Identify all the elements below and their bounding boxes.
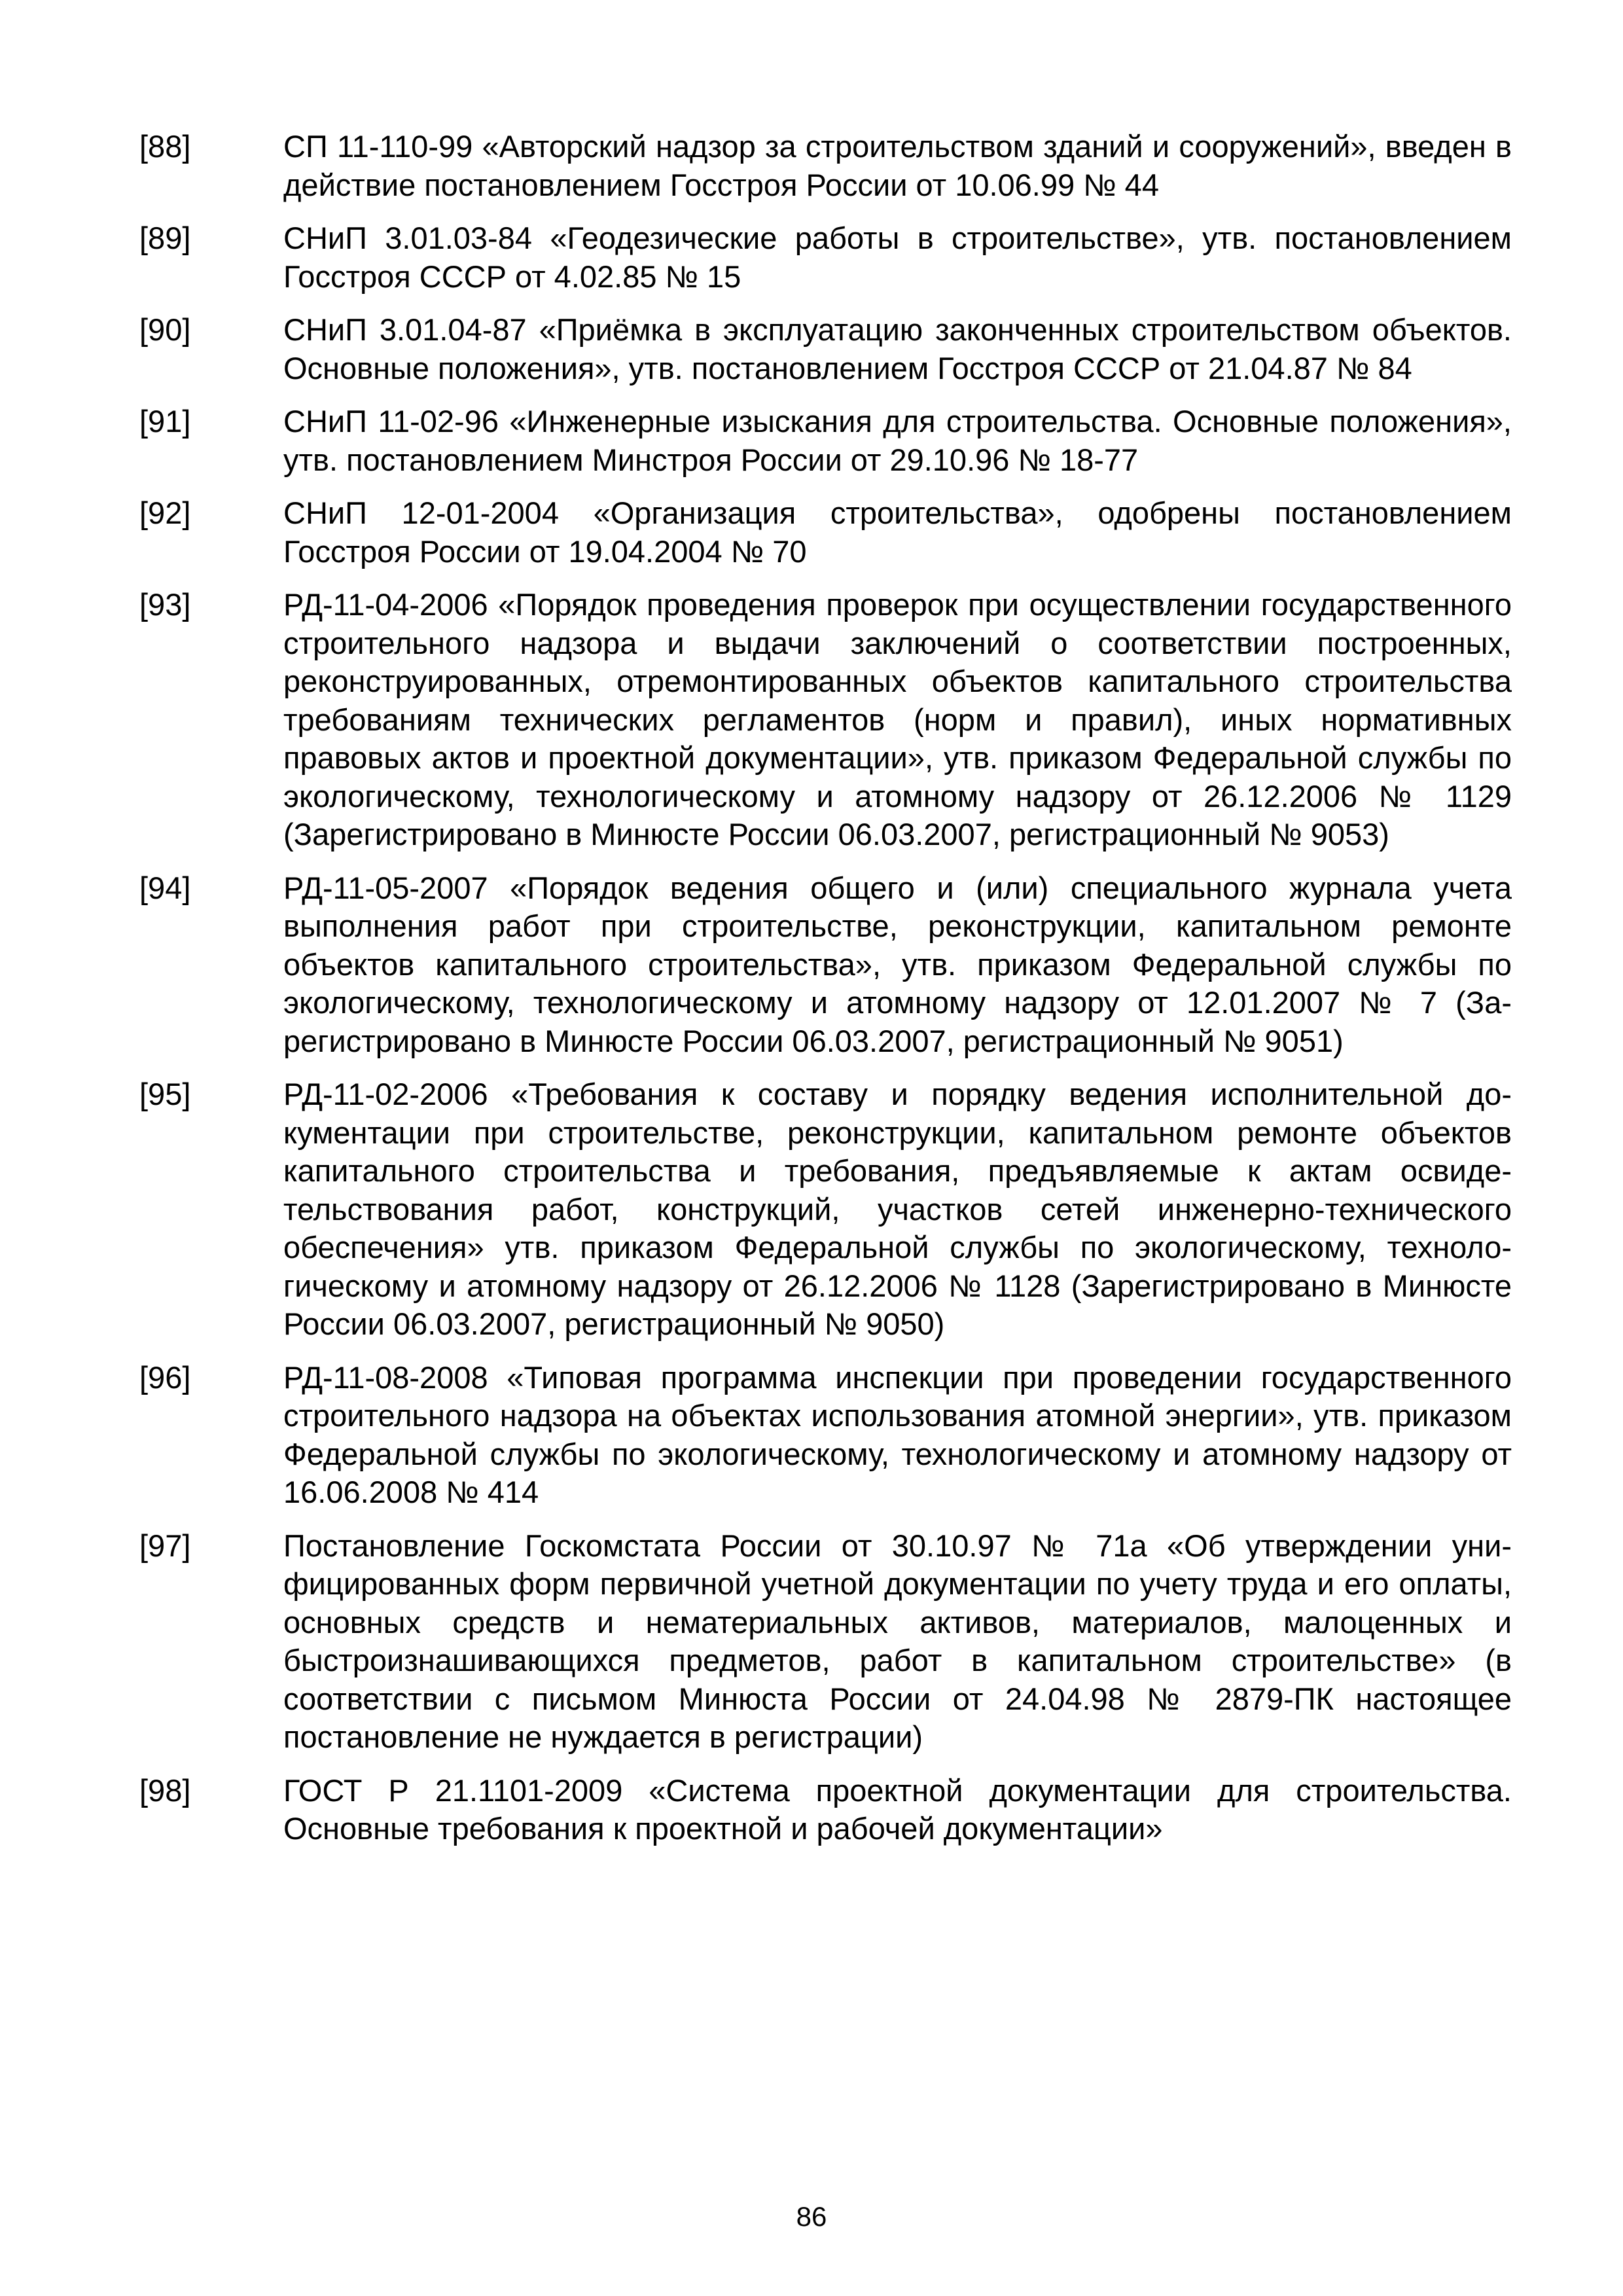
reference-entry-94 [139,869,1512,1061]
reference-entry-95 [139,1075,1512,1344]
reference-text: РД-11-04-2006 «Порядок проведения проверок при осуществлении государственного строительного надзора и выдачи заключений о соответствии построенных, реконструированных, отремонтированных объектов капитального строительства требованиям технических регламентов (норм и правил), иных нормативных правовых актов и проектной документации», утв. приказом Федеральной службы по экологическому, технологическому и атомному надзору от 26.12.2006 № 1129 (Зарегистрировано в Минюсте России 06.03.2007, регистрационный № 9053) [283,587,1512,852]
reference-entry-90 [139,311,1512,387]
reference-number: [98] [139,1772,191,1808]
reference-number: [94] [139,870,191,905]
reference-text: РД-11-02-2006 «Требования к составу и порядку ведения исполнительной документации при строительстве, реконструкции, капитальном ремонте объектов капитального строительства и требования, предъявляемые к актам освидетельствования работ, конструкций, участков сетей инженерно-технического обеспечения» утв. приказом Федеральной службы по экологическому, технологическому и атомному надзору от 26.12.2006 № 1128 (Зарегистрировано в Минюсте России 06.03.2007, регистрационный № 9050) [283,1077,1512,1341]
reference-entry-98 [139,1772,1512,1848]
reference-text: СНиП 12-01-2004 «Организация строительства», одобрены постановлением Госстроя России от 19.04.2004 № 70 [283,495,1512,569]
reference-text: СНиП 11-02-96 «Инженерные изыскания для строительства. Основные положения», утв. постановлением Минстроя России от 29.10.96 № 18-77 [283,404,1512,477]
reference-number: [91] [139,404,191,439]
reference-entry-88 [139,128,1512,204]
references-list [139,128,1512,1863]
reference-entry-89 [139,219,1512,296]
reference-text: Постановление Госкомстата России от 30.10.97 № 71а «Об утверждении унифицированных форм первичной учетной документации по учету труда и его оплаты, основных средств и нематериальных активов, материалов, малоценных и быстроизнашивающихся предметов, работ в капитальном строительстве» (в соответствии с письмом Минюста России от 24.04.98 № 2879-ПК настоящее постановление не нуждается в регистрации) [283,1528,1512,1754]
reference-entry-91 [139,403,1512,479]
reference-text: СП 11-110-99 «Авторский надзор за строительством зданий и сооружений», введен в действие постановлением Госстроя России от 10.06.99 № 44 [283,129,1512,202]
reference-number: [96] [139,1359,191,1395]
reference-entry-97 [139,1527,1512,1757]
reference-entry-96 [139,1359,1512,1512]
reference-number: [88] [139,129,191,164]
reference-text: РД-11-05-2007 «Порядок ведения общего и (или) специального журнала учета выполнения работ при строительстве, реконструкции, капитальном ремонте объектов капитального строительства», утв. приказом Федеральной службы по экологическому, технологическому и атомному надзору от 12.01.2007 № 7 (Зарегистрировано в Минюсте России 06.03.2007, регистрационный № 9051) [283,870,1512,1058]
reference-text: СНиП 3.01.04-87 «Приёмка в эксплуатацию законченных строительством объектов. Основные положения», утв. постановлением Госстроя СССР от 21.04.87 № 84 [283,312,1512,386]
reference-number: [89] [139,221,191,255]
reference-number: [93] [139,587,191,622]
reference-text: СНиП 3.01.03-84 «Геодезические работы в строительстве», утв. постановлением Госстроя СССР от 4.02.85 № 15 [283,221,1512,294]
page-number: 86 [796,2201,827,2232]
reference-entry-93 [139,586,1512,854]
reference-text: РД-11-08-2008 «Типовая программа инспекции при проведении государственного строительного надзора на объектах использования атомной энергии», утв. приказом Федеральной службы по экологическому, технологическому и атомному надзору от 16.06.2008 № 414 [283,1359,1512,1509]
reference-number: [90] [139,312,191,347]
reference-entry-92 [139,494,1512,571]
reference-number: [95] [139,1077,191,1111]
reference-number: [92] [139,495,191,530]
reference-text: ГОСТ Р 21.1101-2009 «Система проектной документации для строительства. Основные требования к проектной и рабочей документации» [283,1772,1512,1846]
reference-number: [97] [139,1528,191,1563]
